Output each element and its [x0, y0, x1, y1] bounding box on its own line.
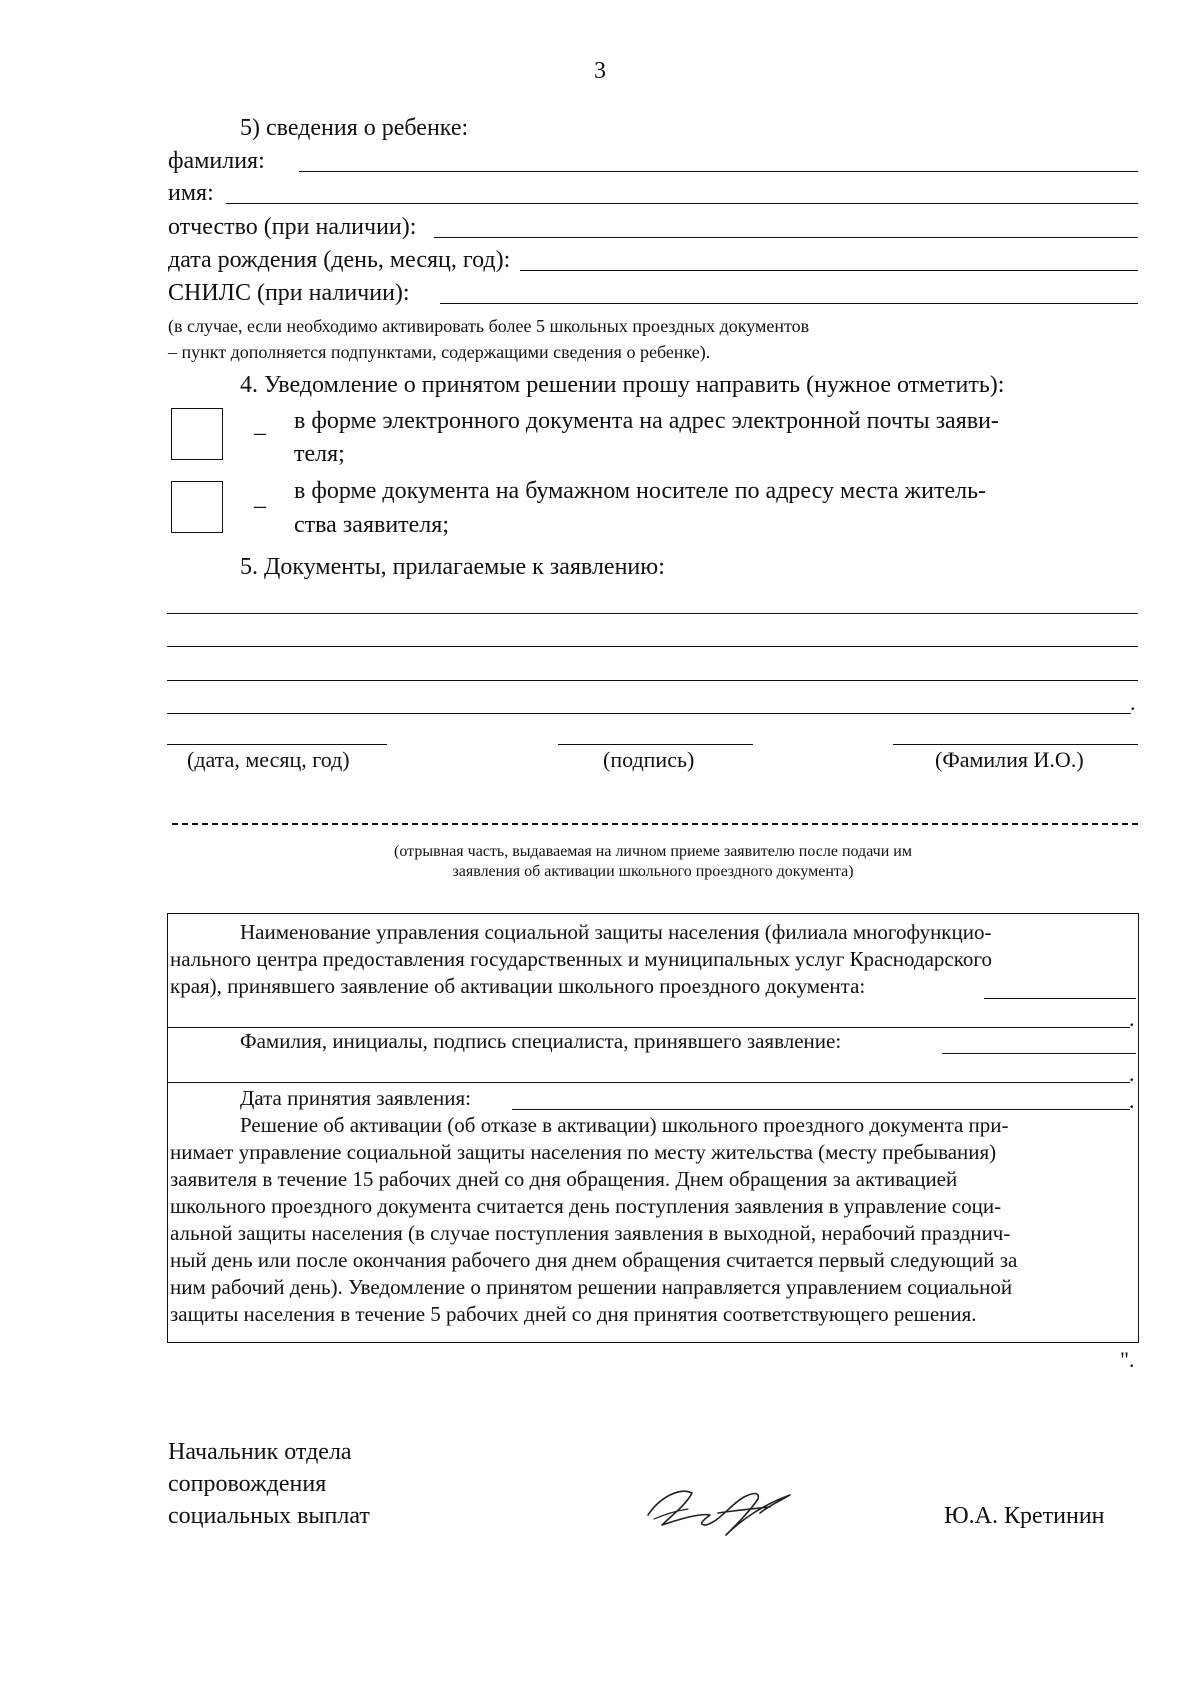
decision-line-1: Решение об активации (об отказе в активации) школьного проездного документа при- [240, 1113, 1009, 1137]
specialist-label: Фамилия, инициалы, подпись специалиста, принявшего заявление: [240, 1029, 842, 1053]
receipt-date-dot: . [1129, 1088, 1135, 1113]
decision-line-6: ный день или после окончания рабочего дня днем обращения считается первый следующий за [170, 1248, 1018, 1272]
child-snils-field[interactable] [440, 279, 1138, 304]
position-line3: социальных выплат [168, 1503, 370, 1529]
child-birthdate-label: дата рождения (день, месяц, год): [168, 247, 511, 273]
paper-option-line1: в форме документа на бумажном носителе по адресу места житель- [294, 478, 987, 504]
child-section-heading: 5) сведения о ребенке: [240, 115, 469, 141]
org-field-dot: . [1129, 1006, 1135, 1031]
child-note-line1: (в случае, если необходимо активировать более 5 школьных проездных документов [168, 316, 810, 336]
child-surname-label: фамилия: [168, 148, 265, 174]
signature-caption: (подпись) [603, 747, 695, 772]
paper-option-dash: _ [254, 485, 266, 511]
email-option-line1: в форме электронного документа на адрес электронной почты заяви- [294, 408, 999, 434]
org-line1: Наименование управления социальной защиты населения (филиала многофункцио- [240, 920, 992, 944]
receipt-date-label: Дата принятия заявления: [240, 1086, 471, 1110]
receipt-date-field[interactable] [512, 1109, 1130, 1110]
specialist-field-inline[interactable] [942, 1053, 1136, 1054]
documents-line-4[interactable] [167, 713, 1131, 714]
signature-line[interactable] [558, 744, 753, 745]
documents-line-1[interactable] [167, 613, 1138, 614]
closing-quote: ". [1120, 1347, 1135, 1372]
tear-off-note-line2: заявления об активации школьного проездного документа) [452, 863, 854, 880]
page-number: 3 [594, 58, 606, 84]
decision-line-8: защиты населения в течение 5 рабочих дней со дня принятия соответствующего решения. [170, 1302, 977, 1326]
name-caption: (Фамилия И.О.) [935, 747, 1084, 772]
tear-off-line [172, 823, 1138, 825]
signatory-name: Ю.А. Кретинин [944, 1503, 1105, 1529]
handwritten-signature [640, 1475, 800, 1545]
email-option-line2: теля; [294, 441, 345, 467]
position-line1: Начальник отдела [168, 1439, 352, 1465]
child-surname-row [168, 144, 1138, 176]
child-snils-row [168, 276, 1138, 308]
tear-off-note-line1: (отрывная часть, выдаваемая на личном приеме заявителю после подачи им [394, 843, 912, 860]
child-birthdate-row [168, 243, 1138, 275]
email-option-dash: _ [254, 412, 266, 438]
org-field-inline[interactable] [984, 998, 1136, 999]
org-line2: нального центра предоставления государственных и муниципальных услуг Краснодарского [170, 947, 992, 971]
name-signature-line[interactable] [893, 744, 1138, 745]
child-patronymic-field[interactable] [434, 213, 1138, 238]
decision-line-2: нимает управление социальной защиты населения по месту жительства (месту пребывания) [170, 1140, 997, 1164]
child-snils-label: СНИЛС (при наличии): [168, 280, 410, 306]
paper-option-checkbox[interactable] [171, 481, 223, 533]
child-patronymic-label: отчество (при наличии): [168, 214, 417, 240]
child-surname-field[interactable] [299, 147, 1138, 172]
documents-end-dot: . [1130, 690, 1136, 715]
child-patronymic-row [168, 210, 1138, 242]
child-name-row [168, 176, 1138, 208]
child-name-field[interactable] [226, 179, 1138, 204]
child-name-label: имя: [168, 180, 214, 206]
org-line3: края), принявшего заявление об активации школьного проездного документа: [170, 974, 866, 998]
decision-line-5: альной защиты населения (в случае поступления заявления в выходной, нерабочий празднич- [170, 1221, 1011, 1245]
specialist-field-dot: . [1129, 1061, 1135, 1086]
specialist-field-full[interactable] [168, 1082, 1130, 1083]
receipt-box [167, 913, 1139, 1343]
decision-line-4: школьного проездного документа считается день поступления заявления в управление соци- [170, 1194, 1002, 1218]
paper-option-line2: ства заявителя; [294, 512, 449, 538]
documents-line-3[interactable] [167, 680, 1138, 681]
documents-heading: 5. Документы, прилагаемые к заявлению: [240, 554, 665, 580]
decision-line-7: ним рабочий день). Уведомление о принятом решении направляется управлением социальной [170, 1275, 1013, 1299]
documents-line-2[interactable] [167, 646, 1138, 647]
child-note-line2: – пункт дополняется подпунктами, содержащими сведения о ребенке). [168, 342, 711, 362]
child-birthdate-field[interactable] [520, 246, 1138, 271]
position-line2: сопровождения [168, 1471, 327, 1497]
decision-line-3: заявителя в течение 15 рабочих дней со дня обращения. Днем обращения за активацией [170, 1167, 958, 1191]
date-signature-line[interactable] [167, 744, 387, 745]
notification-heading: 4. Уведомление о принятом решении прошу направить (нужное отметить): [240, 372, 1005, 398]
email-option-checkbox[interactable] [171, 408, 223, 460]
date-caption: (дата, месяц, год) [187, 747, 350, 772]
